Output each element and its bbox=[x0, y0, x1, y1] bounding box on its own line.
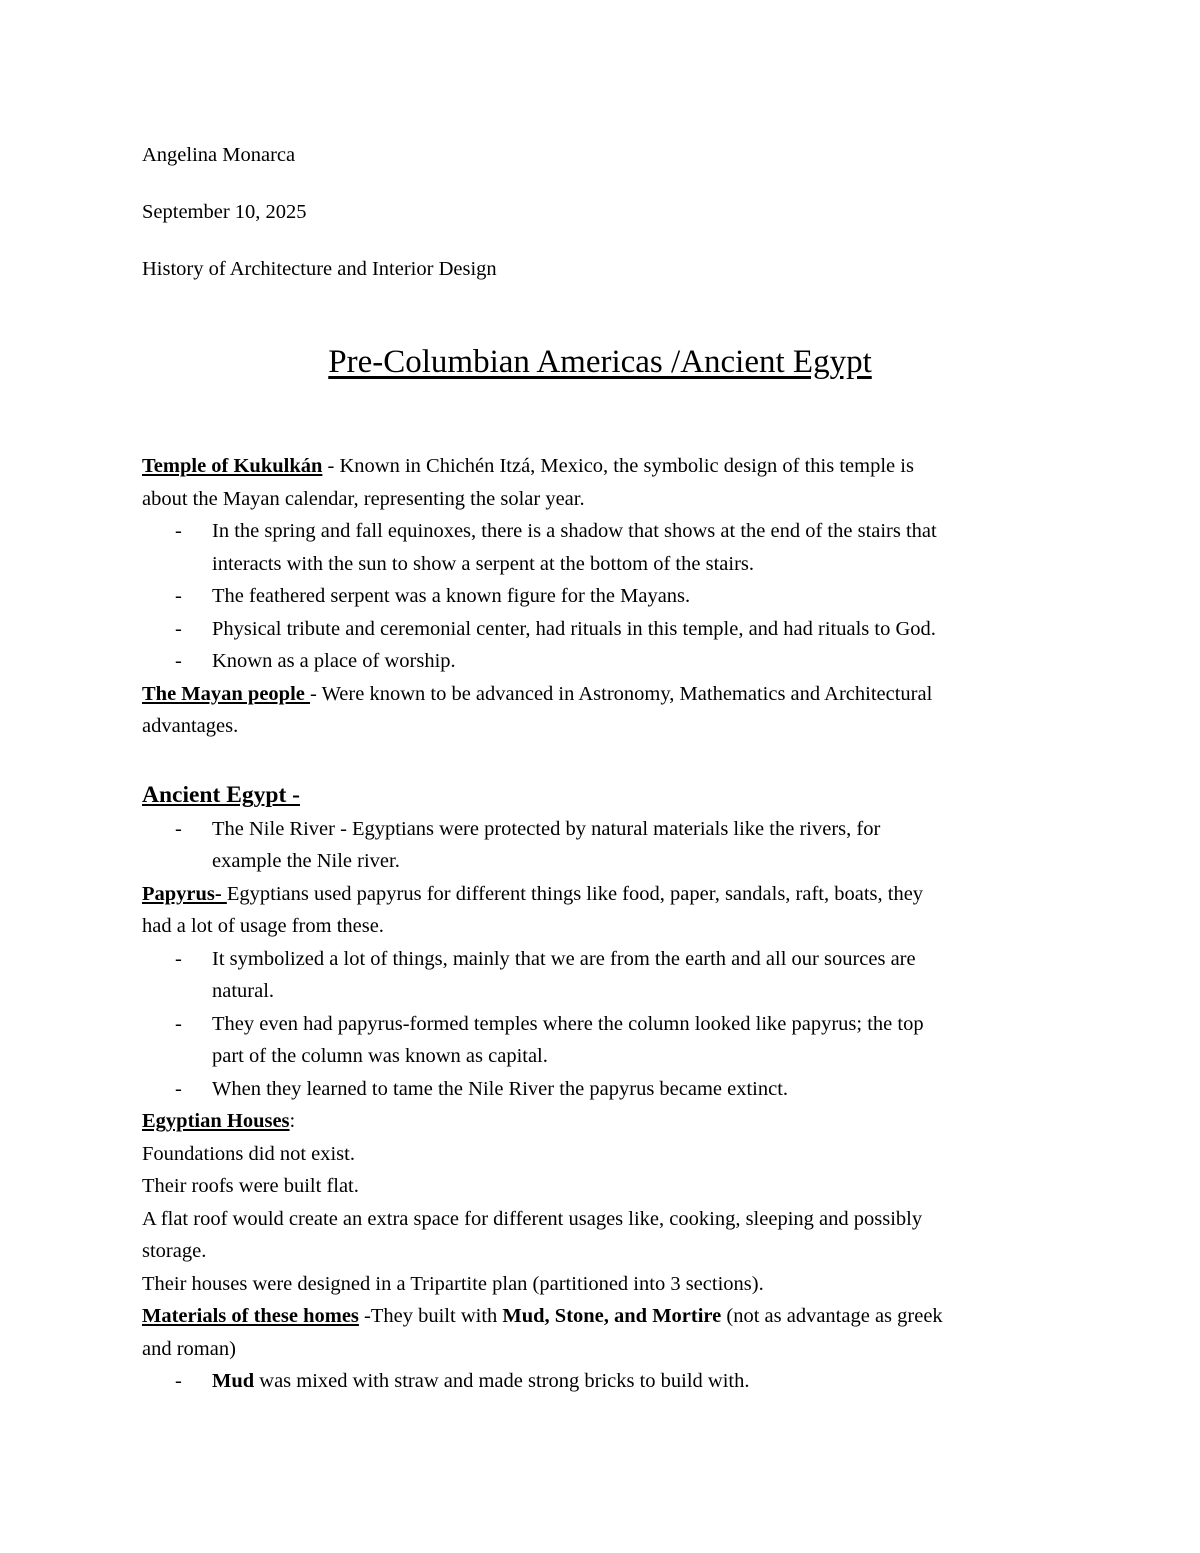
kukulkan-paragraph-line-2: about the Mayan calendar, representing the solar year. bbox=[142, 488, 585, 510]
houses-term: Egyptian Houses bbox=[142, 1110, 290, 1132]
kukulkan-term: Temple of Kukulkán bbox=[142, 455, 323, 477]
mayan-term: The Mayan people bbox=[142, 683, 310, 705]
bullet-marker: - bbox=[175, 1370, 182, 1392]
bullet-marker: - bbox=[175, 650, 182, 672]
papyrus-paragraph-line-2: had a lot of usage from these. bbox=[142, 915, 384, 937]
materials-bullet-1: Mud was mixed with straw and made strong bricks to build with. bbox=[212, 1370, 750, 1392]
bullet-marker: - bbox=[175, 1013, 182, 1035]
houses-line-4: storage. bbox=[142, 1240, 207, 1262]
papyrus-bullet-1-line-1: It symbolized a lot of things, mainly that we are from the earth and all our sources are bbox=[212, 948, 916, 970]
mayan-paragraph-line-1: The Mayan people - Were known to be advanced in Astronomy, Mathematics and Architectural bbox=[142, 683, 933, 705]
materials-paragraph-line-2: and roman) bbox=[142, 1338, 236, 1360]
houses-line-1: Foundations did not exist. bbox=[142, 1143, 355, 1165]
course-name: History of Architecture and Interior Design bbox=[142, 258, 497, 280]
papyrus-paragraph-line-1: Papyrus- Egyptians used papyrus for different things like food, paper, sandals, raft, boats, they bbox=[142, 883, 924, 905]
page-title: Pre-Columbian Americas /Ancient Egypt bbox=[328, 344, 872, 380]
kukulkan-bullet-2: The feathered serpent was a known figure for the Mayans. bbox=[212, 585, 691, 607]
kukulkan-bullet-4: Known as a place of worship. bbox=[212, 650, 456, 672]
bullet-marker: - bbox=[175, 818, 182, 840]
egypt-bullet-1-line-1: The Nile River - Egyptians were protected by natural materials like the rivers, for bbox=[212, 818, 881, 840]
materials-term: Materials of these homes bbox=[142, 1305, 359, 1327]
materials-paragraph-line-1: Materials of these homes -They built with Mud, Stone, and Mortire (not as advantage as greek bbox=[142, 1305, 943, 1327]
kukulkan-bullet-1-line-1: In the spring and fall equinoxes, there is a shadow that shows at the end of the stairs that bbox=[212, 520, 937, 542]
kukulkan-bullet-3: Physical tribute and ceremonial center, had rituals in this temple, and had rituals to God. bbox=[212, 618, 936, 640]
document-date: September 10, 2025 bbox=[142, 201, 307, 223]
author-name: Angelina Monarca bbox=[142, 144, 296, 166]
houses-heading: Egyptian Houses: bbox=[142, 1110, 296, 1132]
egypt-heading: Ancient Egypt - bbox=[142, 782, 300, 808]
bullet-marker: - bbox=[175, 948, 182, 970]
houses-line-5: Their houses were designed in a Tripartite plan (partitioned into 3 sections). bbox=[142, 1273, 764, 1295]
houses-line-2: Their roofs were built flat. bbox=[142, 1175, 359, 1197]
kukulkan-paragraph-line-1: Temple of Kukulkán - Known in Chichén Itzá, Mexico, the symbolic design of this temple is bbox=[142, 455, 914, 477]
bullet-marker: - bbox=[175, 585, 182, 607]
egypt-bullet-1-line-2: example the Nile river. bbox=[212, 850, 400, 872]
papyrus-bullet-3: When they learned to tame the Nile River the papyrus became extinct. bbox=[212, 1078, 789, 1100]
bullet-marker: - bbox=[175, 1078, 182, 1100]
mayan-paragraph-line-2: advantages. bbox=[142, 715, 239, 737]
bullet-marker: - bbox=[175, 520, 182, 542]
kukulkan-bullet-1-line-2: interacts with the sun to show a serpent at the bottom of the stairs. bbox=[212, 553, 754, 575]
papyrus-bullet-2-line-2: part of the column was known as capital. bbox=[212, 1045, 548, 1067]
bullet-marker: - bbox=[175, 618, 182, 640]
papyrus-bullet-1-line-2: natural. bbox=[212, 980, 275, 1002]
papyrus-term: Papyrus- bbox=[142, 883, 227, 905]
houses-line-3: A flat roof would create an extra space for different usages like, cooking, sleeping and possibly bbox=[142, 1208, 923, 1230]
papyrus-bullet-2-line-1: They even had papyrus-formed temples where the column looked like papyrus; the top bbox=[212, 1013, 924, 1035]
